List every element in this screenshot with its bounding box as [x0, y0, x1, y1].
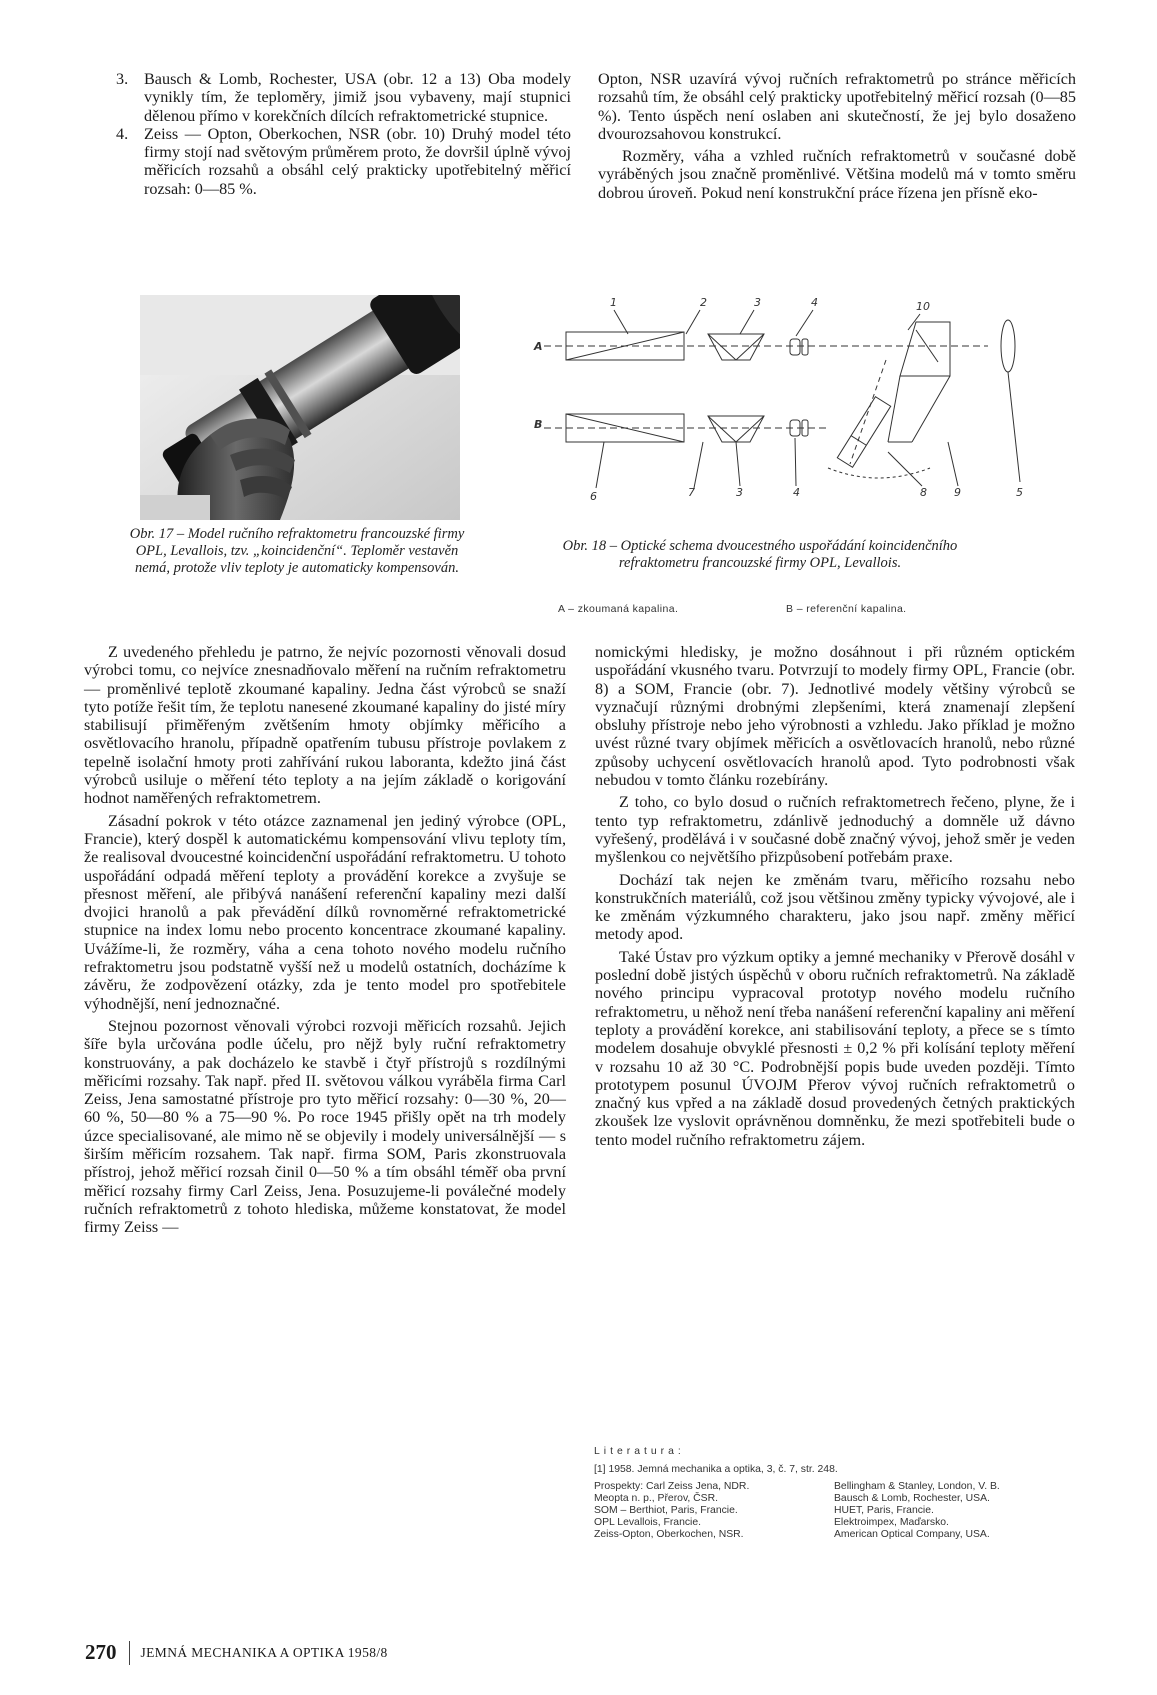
list-item-bausch-lomb [114, 70, 571, 125]
literature-entry: Elektroimpex, Maďarsko. [834, 1517, 949, 1528]
paragraph: Z uvedeného přehledu je patrno, že nejvíc pozornosti věnovali dosud výrobci tomu, co nejvíce znesnadňovalo měření na ručním refraktometru — proměnlivé teplotě zkoumané kapaliny. Jedna část výrobců se snaží tyto potíže řešit tím, že teplotu nanesené zkoumané kapaliny do jisté míry stabilisují přiměřeným zvětšením hmoty objímky měřicího a osvětlovacího hranolu, případně opatřením tubusu přístroje povlakem z tepelně isolační hmoty proti zahřívání rukou laboranta, kdežto jiná část výrobců usiluje o měření této teploty a na jejím základě o korigování hodnot naměřených refraktometrem. [84, 643, 566, 808]
paragraph: Rozměry, váha a vzhled ručních refraktometrů v současné době vyráběných jsou značně proměnlivé. Většina modelů má v tomto směru dobrou úroveň. Pokud není konstrukční práce řízena jen přísně eko- [598, 147, 1076, 202]
journal-title: JEMNÁ MECHANIKA A OPTIKA 1958/8 [140, 1644, 388, 1660]
paragraph: Zásadní pokrok v této otázce zaznamenal jen jediný výrobce (OPL, Francie), který dospěl k automatickému kompensování vlivu teploty tím, že realisoval dvoucestné koincidenční uspořádání refraktometru. U tohoto uspořádání odpadá měření teploty a provádění korekce a zvyšuje se přesnost měření, ale přibývá nanášení referenční kapaliny mezi další dvojici hranolů a pak převádění dílků rovnoměrné refraktometrické stupnice na index lomu nebo procento koncentrace zkoumané kapaliny. Uvážíme-li, že rozměry, váha a cena tohoto nového modelu ručního refraktometru jsou podstatně vyšší než u modelů ostatních, docházíme k závěru, že zodpovězení otázky, zda je tento model pro spotřebitele výhodnější, není jednoznačné. [84, 811, 566, 1013]
page-number: 270 [85, 1640, 117, 1664]
paragraph: Stejnou pozornost věnovali výrobci rozvoji měřicích rozsahů. Jejich šíře byla určována podle účelu, pro nějž byly ruční refraktometry konstruovány, a pak docházelo ke stavbě i čtyř přístrojů s rozdílnými měřicími rozsahy. Tak např. před II. světovou válkou vyráběla firma Carl Zeiss, Jena samostatné přístroje pro tyto měřicí rozsahy: 0—30 %, 20—60 %, 50—80 % a 75—90 %. Po roce 1945 přišly opět na trh modely úzce specialisované, ale mimo ně se objevily i modely universálnější — s širším měřicím rozsahem. Tak např. firma SOM, Paris zkonstruovala přístroj, jehož měřicí rozsah činil 0—50 % a tím obsáhl téměř oba první měřicí rozsahy firmy Carl Zeiss, Jena. Posuzujeme-li poválečné modely ručních refraktometrů z tohoto hlediska, můžeme konstatovat, že model firmy Zeiss — [84, 1016, 566, 1237]
label-6: 6 [590, 490, 597, 503]
literature-entry: SOM – Berthiot, Paris, Francie. [594, 1505, 738, 1516]
optical-schema-diagram [528, 292, 1028, 507]
label-7: 7 [688, 486, 695, 499]
legend-b: B – referenční kapalina. [786, 603, 907, 615]
label-9: 9 [954, 486, 961, 499]
label-4: 4 [811, 296, 818, 309]
literature-row [594, 1505, 1064, 1517]
literature-row [594, 1481, 1064, 1493]
literature-entry: Prospekty: Carl Zeiss Jena, NDR. [594, 1481, 750, 1492]
refractometer-photo [140, 295, 460, 520]
label-4b: 4 [793, 486, 800, 499]
paragraph: Opton, NSR uzavírá vývoj ručních refraktometrů po stránce měřicích rozsahů tím, že obsáhl celý prakticky upotřebitelný měřicí rozsah (0—85 %). Tento úspěch není oslaben ani skutečností, že jej bylo dosaženo dvourozsahovou konstrukcí. [598, 70, 1076, 143]
literature-section [594, 1446, 1064, 1541]
paragraph: Také Ústav pro výzkum optiky a jemné mechaniky v Přerově dosáhl v poslední době jistých úspěchů v oboru ručních refraktometrů. Na základě nového principu vypracoval prototyp nového modelu ručního refraktometru, u něhož není třeba nanášení referenční kapaliny ani měření teploty a provádění korekce, ani stabilisování teploty, a přece se s tímto modelem dosahuje obvyklé přesnosti ± 0,2 % při kolísání teploty měření v rozsahu 10 až 30 °C. Podrobnější popis bude uveden později. Tímto prototypem posunul ÚVOJM Přerov vývoj ručních refraktometrů o značný kus vpřed a na základě dosud provedených četných praktických zkoušek lze vyslovit oprávněnou domněnku, že mezi spotřebiteli bude o tento model ručního refraktometru zájem. [595, 947, 1075, 1149]
figure-18-caption: Obr. 18 – Optické schema dvoucestného uspořádání koincidenčního refraktometru francouzské firmy OPL, Levallois. [562, 538, 958, 571]
literature-entry: Zeiss-Opton, Oberkochen, NSR. [594, 1529, 744, 1540]
label-2: 2 [700, 296, 707, 309]
list-number: 4. [116, 124, 129, 143]
literature-heading: Literatura: [594, 1446, 685, 1457]
top-right-column [598, 70, 1076, 202]
list-item-text: Bausch & Lomb, Rochester, USA (obr. 12 a 13) Oba modely vynikly tím, že teploměry, jimiž jsou vybaveny, mají stupnici dělenou přímo v korekčních dílcích refraktometrické stupnice. [144, 70, 571, 125]
legend-a: A – zkoumaná kapalina. [558, 603, 679, 615]
literature-entry: American Optical Company, USA. [834, 1529, 990, 1540]
paragraph: nomickými hledisky, je možno dosáhnout i při různém optickém uspořádání vkusného tvaru. Potvrzují to modely firmy OPL, Francie (obr. 8) a SOM, Francie (obr. 7). Jednotlivé modely většiny výrobců se vyznačují různými drobnými zlepšeními, která znamenají zlepšení obsluhy přístroje nebo jeho výrobnosti a vzhledu. Jako příklad je možno uvést různé tvary objímek měřicích a osvětlovacích hranolů, nebo různé způsoby uchycení osvětlovacích hranolů apod. Tyto podrobnosti však nebudou v tomto článku rozebírány. [595, 643, 1075, 790]
literature-reference: [1] 1958. Jemná mechanika a optika, 3, č. 7, str. 248. [594, 1464, 838, 1475]
paragraph: Z toho, co bylo dosud o ručních refraktometrech řečeno, plyne, že i tento typ refraktometru, zdánlivě jednoduchý a domněle už dávno vyřešený, prodělává i v současné době značný vývoj, jehož směr je veden myšlenkou co největšího přizpůsobení potřebám praxe. [595, 793, 1075, 867]
label-3b: 3 [736, 486, 743, 499]
paragraph: Dochází tak nejen ke změnám tvaru, měřicího rozsahu nebo konstrukčních materiálů, což jsou většinou změny typicky vývojové, ale i ke změnám výzkumného charakteru, jako jsou např. změny měřicí metody apod. [595, 870, 1075, 944]
label-8: 8 [920, 486, 927, 499]
bottom-left-column [84, 643, 566, 1237]
literature-row [594, 1517, 1064, 1529]
row-a-label: A [534, 340, 543, 353]
literature-entry: OPL Levallois, Francie. [594, 1517, 702, 1528]
literature-entry: HUET, Paris, Francie. [834, 1505, 934, 1516]
row-b-label: B [534, 418, 543, 431]
label-10: 10 [916, 300, 930, 313]
top-left-column [114, 70, 571, 198]
list-item-text: Zeiss — Opton, Oberkochen, NSR (obr. 10) Druhý model této firmy stojí nad světovým průměrem proto, že dovršil úplně vývoj měřicích rozsahů a obsáhl celý prakticky upotřebitelný měřicí rozsah: 0—85 %. [144, 124, 571, 198]
literature-row [594, 1493, 1064, 1505]
list-item-zeiss-opton [114, 125, 571, 198]
footer-divider [129, 1641, 130, 1665]
literature-entry: Bausch & Lomb, Rochester, USA. [834, 1493, 990, 1504]
label-3: 3 [754, 296, 761, 309]
list-number: 3. [116, 70, 129, 88]
label-1: 1 [610, 296, 617, 309]
literature-entry: Bellingham & Stanley, London, V. B. [834, 1481, 1000, 1492]
bottom-right-column [595, 643, 1075, 1149]
label-5: 5 [1016, 486, 1023, 499]
page-footer [85, 1640, 388, 1665]
figure-17-caption: Obr. 17 – Model ručního refraktometru francouzské firmy OPL, Levallois, tzv. „koincidenční“. Teploměr vestavěn nemá, protože vliv teploty je automaticky kompensován. [129, 526, 465, 576]
literature-row [594, 1529, 1064, 1541]
literature-entry: Meopta n. p., Přerov, ČSR. [594, 1493, 718, 1504]
